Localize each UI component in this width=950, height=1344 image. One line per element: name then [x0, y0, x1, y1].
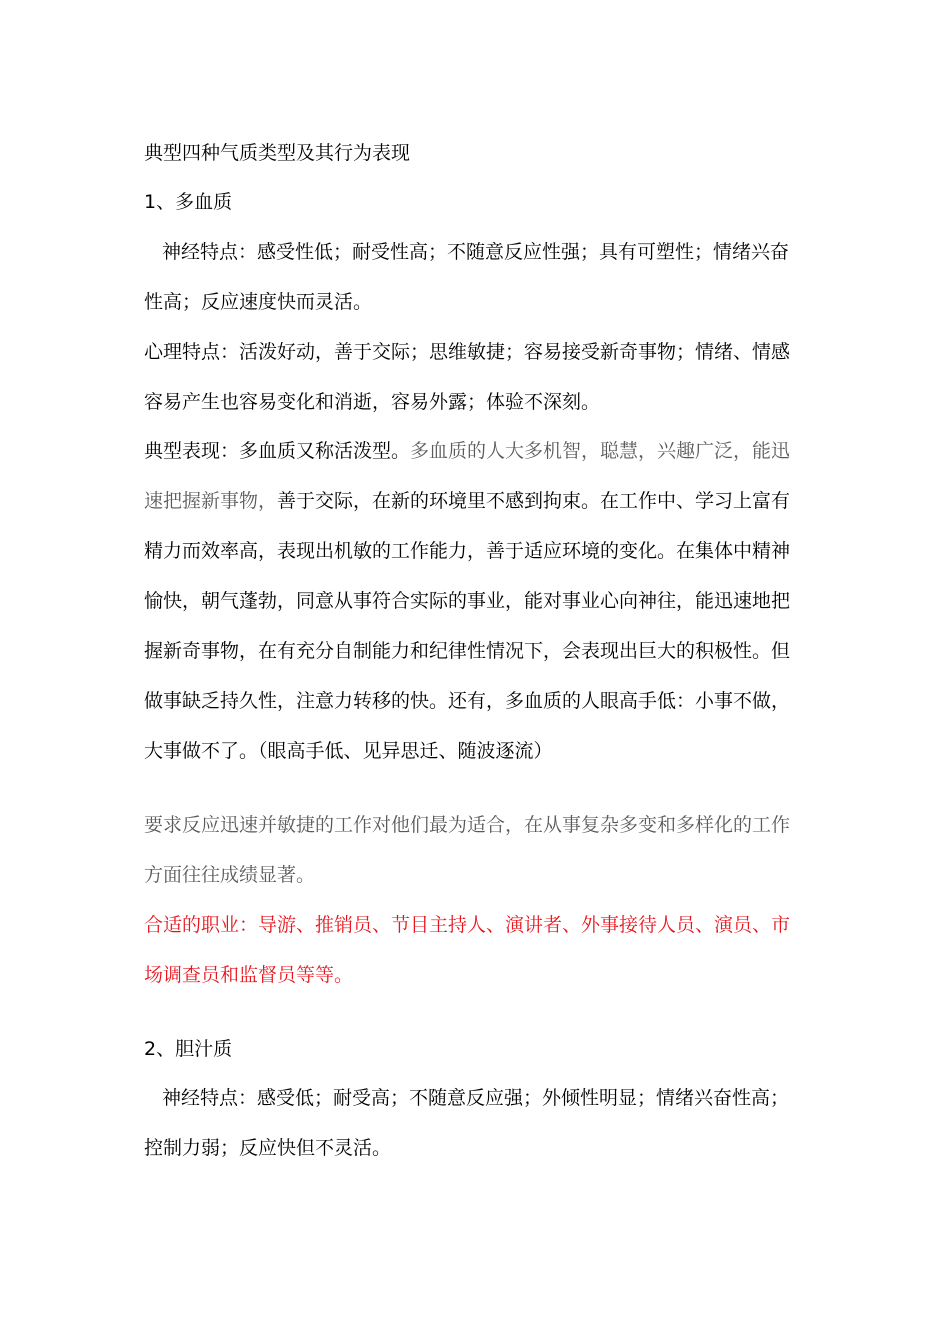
typical-line-7: 大事做不了。（眼高手低、见异思迁、随波逐流） — [144, 740, 553, 762]
document-title: 典型四种气质类型及其行为表现 — [144, 142, 411, 164]
typical-gray-text-2: 速把握新事物， — [144, 490, 278, 512]
choleric-nerve-line-2: 控制力弱；反应快但不灵活。 — [144, 1137, 392, 1159]
section-heading-sanguine: 1、多血质 — [144, 191, 233, 213]
psych-traits-line-1: 心理特点：活泼好动，善于交际；思维敏捷；容易接受新奇事物；情绪、情感 — [144, 341, 791, 363]
typical-gray-text-1: 多血质的人大多机智，聪慧，兴趣广泛，能迅 — [410, 440, 791, 462]
nerve-traits-line-1: 神经特点：感受性低；耐受性高；不随意反应性强；具有可塑性；情绪兴奋 — [162, 241, 790, 263]
nerve-traits-line-2: 性高；反应速度快而灵活。 — [144, 291, 373, 313]
typical-rest-text-2: 善于交际，在新的环境里不感到拘束。在工作中、学习上富有 — [277, 490, 791, 512]
career-line-1: 合适的职业：导游、推销员、节目主持人、演讲者、外事接待人员、演员、市 — [144, 914, 791, 936]
typical-line-1 — [144, 438, 790, 464]
typical-line-4: 愉快，朝气蓬勃，同意从事符合实际的事业，能对事业心向神往，能迅速地把 — [144, 590, 791, 612]
typical-line-2 — [144, 488, 790, 514]
career-line-2: 场调查员和监督员等等。 — [144, 964, 354, 986]
typical-line-6: 做事缺乏持久性，注意力转移的快。还有，多血质的人眼高手低：小事不做， — [144, 690, 791, 712]
psych-traits-line-2: 容易产生也容易变化和消逝，容易外露；体验不深刻。 — [144, 391, 601, 413]
work-suitability-line-1: 要求反应迅速并敏捷的工作对他们最为适合，在从事复杂多变和多样化的工作 — [144, 814, 791, 836]
typical-line-3: 精力而效率高，表现出机敏的工作能力，善于适应环境的变化。在集体中精神 — [144, 540, 791, 562]
section-heading-choleric: 2、胆汁质 — [144, 1038, 233, 1060]
work-suitability-line-2: 方面往往成绩显著。 — [144, 864, 316, 886]
typical-line-5: 握新奇事物，在有充分自制能力和纪律性情况下，会表现出巨大的积极性。但 — [144, 640, 791, 662]
choleric-nerve-line-1: 神经特点：感受低；耐受高；不随意反应强；外倾性明显；情绪兴奋性高； — [162, 1087, 790, 1109]
typical-label: 典型表现：多血质又称活泼型。 — [144, 440, 411, 462]
